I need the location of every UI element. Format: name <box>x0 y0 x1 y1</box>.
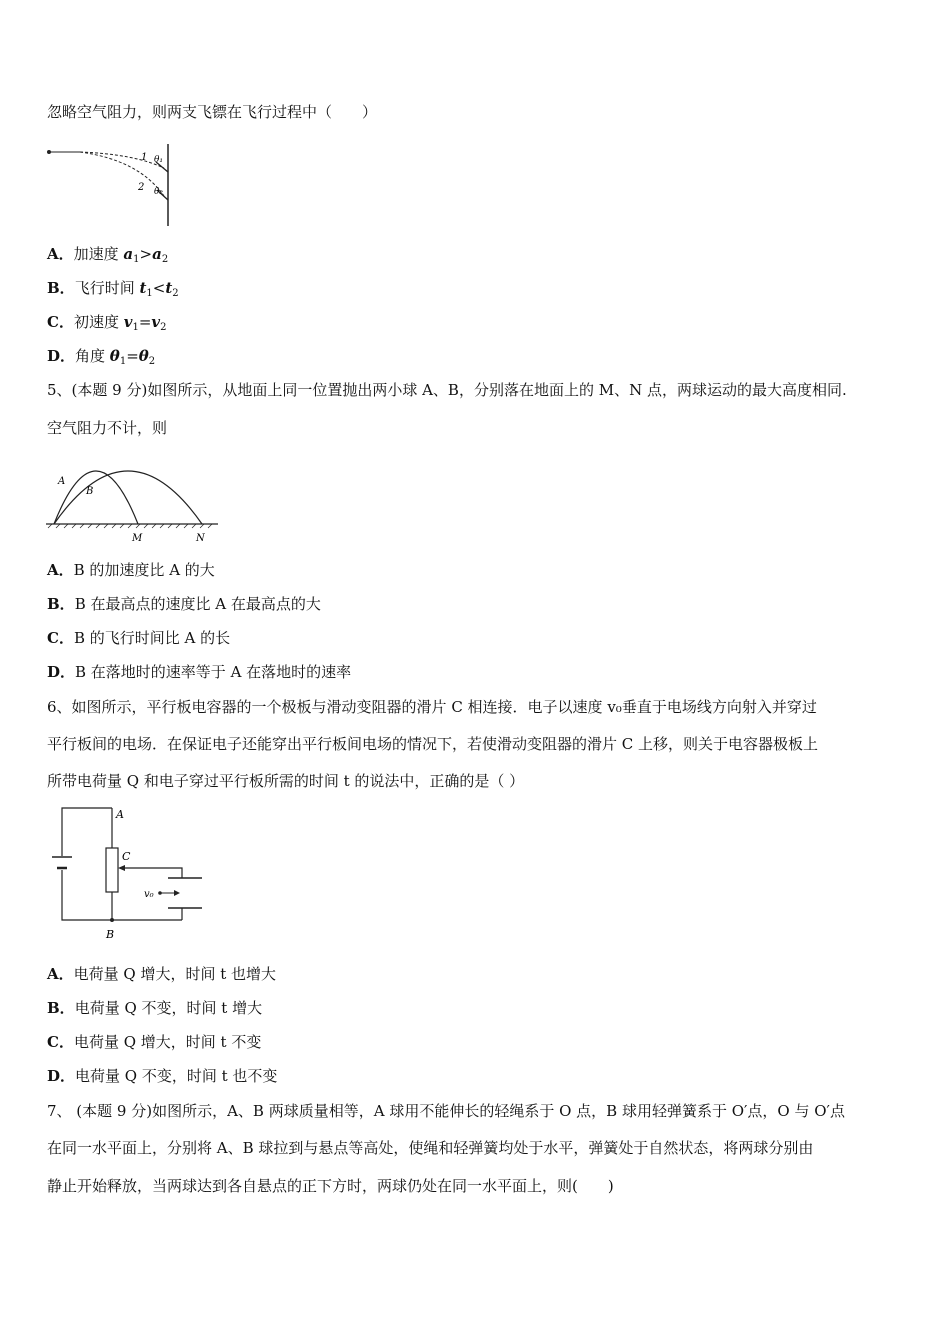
option-letter: A． <box>47 561 74 579</box>
theta-2-label: θ₂ <box>154 187 164 197</box>
var: v <box>123 313 133 331</box>
label-m: M <box>132 533 143 544</box>
q6-option-c[interactable] <box>47 1032 261 1052</box>
circuit-wire-bottom <box>62 870 112 920</box>
option-text: 电荷量 Q 不变，时间 t 也不变 <box>75 1067 278 1085</box>
q5-stem-line-1: 5、(本题 9 分)如图所示，从地面上同一位置抛出两小球 A、B，分别落在地面上的 M、N 点，两球运动的最大高度相同. <box>47 381 847 399</box>
q5-option-a[interactable] <box>47 560 215 580</box>
q6-stem-line-1: 6、如图所示，平行板电容器的一个极板与滑动变阻器的滑片 C 相连接．电子以速度 v₀垂直于电场线方向射入并穿过 <box>47 698 817 716</box>
dart-label-1: 1 <box>141 152 148 163</box>
velocity-arrow <box>174 890 180 896</box>
sub: 1 <box>119 356 127 367</box>
dart-label-2: 2 <box>138 182 145 193</box>
var: a <box>152 245 162 263</box>
option-letter: C． <box>47 313 74 331</box>
q6-stem-line-2: 平行板间的电场．在保证电子还能穿出平行板间电场的情况下，若使滑动变阻器的滑片 C 上移，则关于电容器极板上 <box>47 735 819 753</box>
dart-trajectory-2 <box>80 152 164 196</box>
q4-option-a[interactable] <box>47 244 168 270</box>
option-text: B 在最高点的速度比 A 在最高点的大 <box>74 595 321 613</box>
label-a: A <box>58 476 66 487</box>
trajectory-b <box>54 471 202 524</box>
q5-stem-line-2: 空气阻力不计，则 <box>47 419 168 437</box>
option-text: B 在落地时的速率等于 A 在落地时的速率 <box>75 663 352 681</box>
option-text: 电荷量 Q 不变，时间 t 增大 <box>74 999 263 1017</box>
slider-wire <box>122 868 182 878</box>
option-letter: D． <box>47 1067 76 1085</box>
option-letter: B． <box>47 999 75 1017</box>
rheostat <box>106 848 118 892</box>
option-letter: C． <box>47 629 74 647</box>
sub: 2 <box>148 356 156 367</box>
q5-option-c[interactable] <box>47 628 230 648</box>
option-text: 加速度 <box>73 245 124 263</box>
option-text: 电荷量 Q 增大，时间 t 也增大 <box>73 965 277 983</box>
relation: = <box>126 347 139 365</box>
sub: 2 <box>161 254 169 265</box>
label-a: A <box>116 808 124 821</box>
q4-option-c[interactable] <box>47 312 167 338</box>
relation: = <box>138 313 152 331</box>
trajectory-a <box>54 471 138 524</box>
option-letter: A． <box>47 245 74 263</box>
slider-arrow <box>118 865 125 871</box>
var: v <box>151 313 161 331</box>
var: t <box>165 279 173 297</box>
option-letter: A． <box>47 965 74 983</box>
sub: 1 <box>146 288 153 299</box>
option-text: B 的加速度比 A 的大 <box>73 561 215 579</box>
label-c: C <box>122 850 131 863</box>
q4-option-d[interactable] <box>47 346 155 372</box>
q5-option-b[interactable] <box>47 594 321 614</box>
label-v0: v₀ <box>144 889 154 900</box>
option-letter: D． <box>47 347 76 365</box>
relation: > <box>139 245 153 263</box>
label-b: B <box>86 486 94 497</box>
circuit-wire <box>62 808 112 856</box>
q6-option-b[interactable] <box>47 998 262 1018</box>
option-text: 飞行时间 <box>74 279 140 297</box>
q7-stem-line-1: 7、 (本题 9 分)如图所示，A、B 两球质量相等，A 球用不能伸长的轻绳系于 O 点，B 球用轻弹簧系于 O′点，O 与 O′点 <box>47 1102 845 1120</box>
option-text: 电荷量 Q 增大，时间 t 不变 <box>73 1033 262 1051</box>
label-b: B <box>106 928 115 941</box>
sub: 1 <box>132 322 139 333</box>
q6-circuit-figure <box>44 800 209 945</box>
var: a <box>123 245 134 263</box>
q6-option-d[interactable] <box>47 1066 277 1086</box>
relation: < <box>152 279 166 297</box>
q4-option-b[interactable] <box>47 278 179 304</box>
var: t <box>139 279 147 297</box>
option-text: B 的飞行时间比 A 的长 <box>73 629 231 647</box>
q7-stem-line-2: 在同一水平面上，分别将 A、B 球拉到与悬点等高处，使绳和轻弹簧均处于水平，弹簧处于自然状态，将两球分别由 <box>47 1139 814 1157</box>
q4-dart-figure <box>44 140 179 230</box>
var: θ <box>109 347 120 365</box>
sub: 2 <box>160 322 167 333</box>
label-n: N <box>196 533 205 544</box>
option-letter: D． <box>47 663 76 681</box>
q6-option-a[interactable] <box>47 964 276 984</box>
option-letter: B． <box>47 279 75 297</box>
option-text: 角度 <box>75 347 110 365</box>
var: θ <box>138 347 149 365</box>
q7-stem-line-3: 静止开始释放，当两球达到各自悬点的正下方时，两球仍处在同一水平面上，则( ) <box>47 1177 614 1195</box>
option-text: 初速度 <box>73 313 124 331</box>
theta-1-label: θ₁ <box>154 155 164 165</box>
q5-projectile-figure <box>44 456 222 548</box>
q4-stem-tail: 忽略空气阻力，则两支飞镖在飞行过程中（ ） <box>47 103 378 121</box>
sub: 1 <box>133 254 140 265</box>
option-letter: B． <box>47 595 75 613</box>
q5-option-d[interactable] <box>47 662 351 682</box>
q6-stem-line-3: 所带电荷量 Q 和电子穿过平行板所需的时间 t 的说法中，正确的是（ ） <box>47 772 525 790</box>
sub: 2 <box>172 288 179 299</box>
option-letter: C． <box>47 1033 74 1051</box>
